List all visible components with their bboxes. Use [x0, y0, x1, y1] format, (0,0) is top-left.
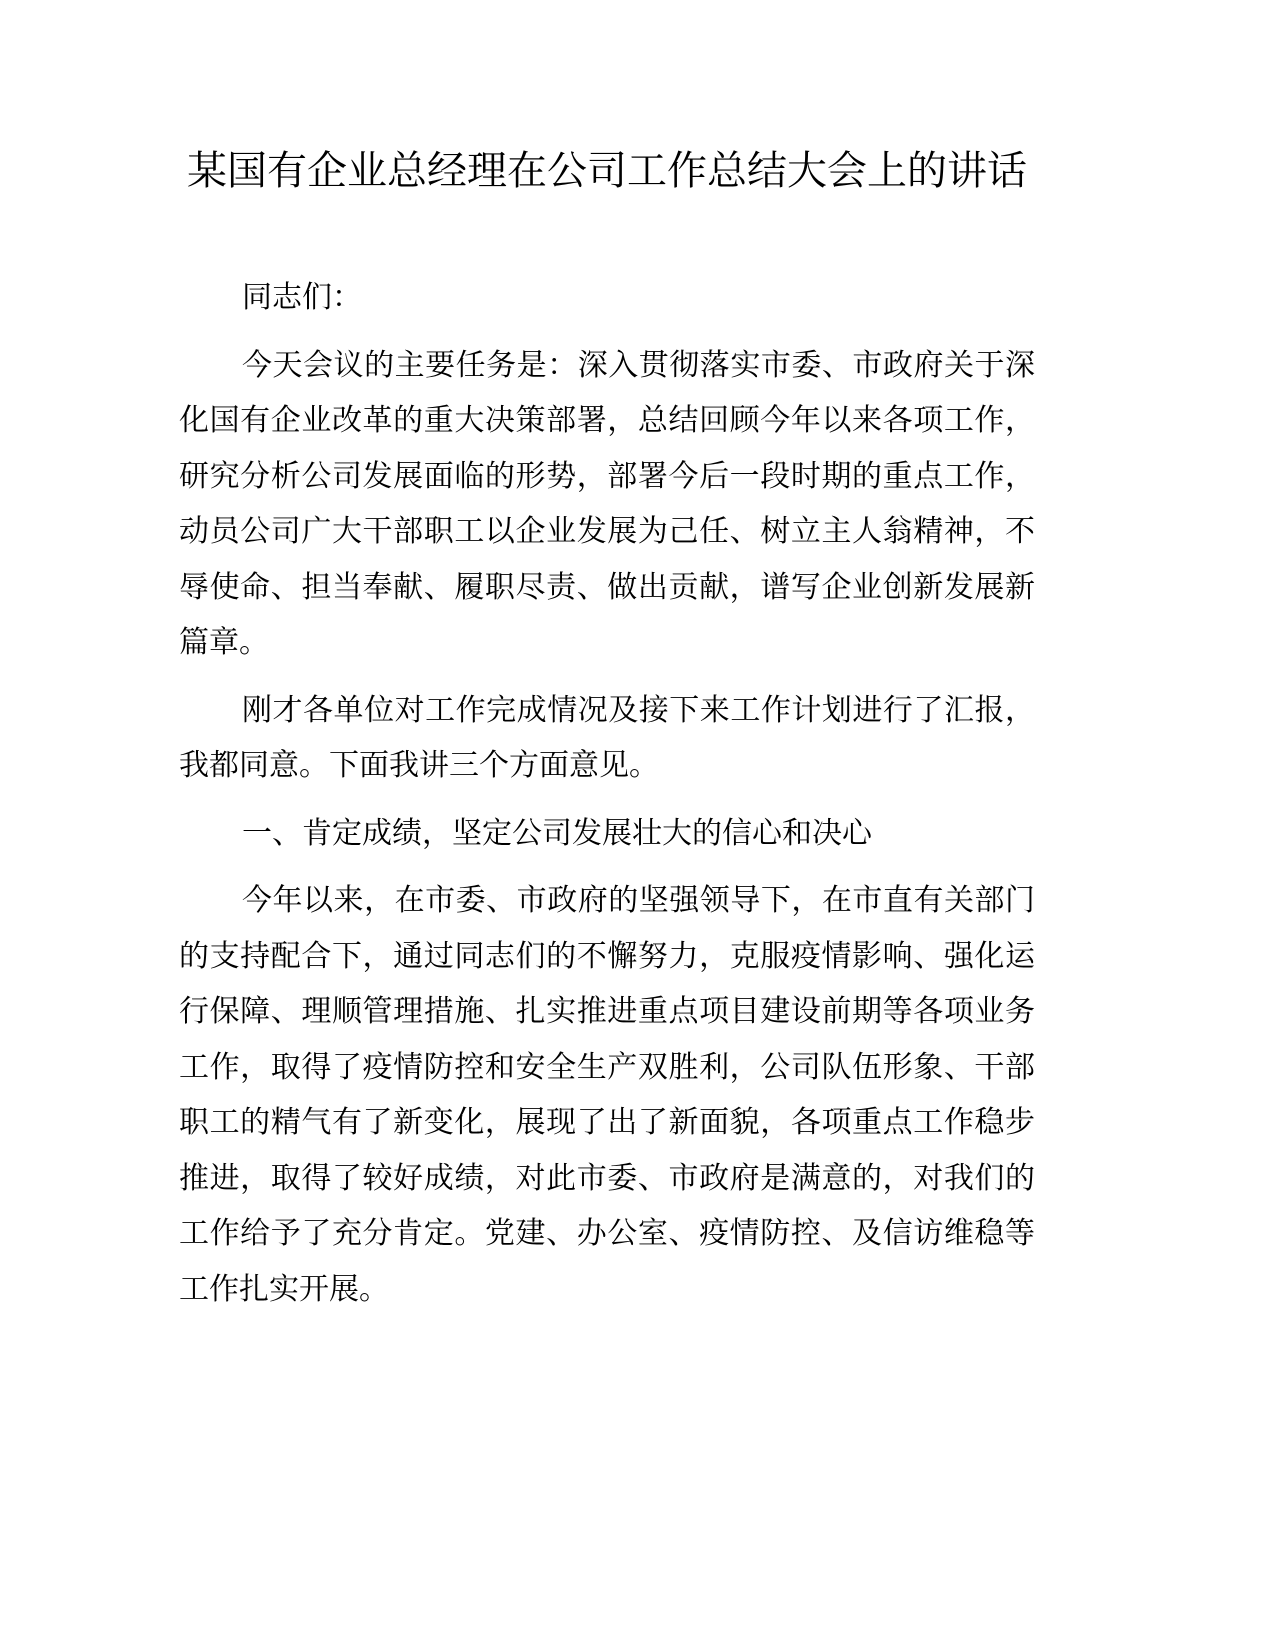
section-heading: 一、肯定成绩，坚定公司发展壮大的信心和决心 — [242, 815, 872, 851]
body-paragraph: 今天会议的主要任务是：深入贯彻落实市委、市政府关于深化国有企业改革的重大决策部署，总结回顾今年以来各项工作，研究分析公司发展面临的形势，部署今后一段时期的重点工作，动员公司广大干部职工以企业发展为己任、树立主人翁精神，不辱使命、担当奉献、履职尽责、做出贡献，谱写企业创新发展新篇章。 — [179, 347, 1035, 660]
body-paragraph: 今年以来，在市委、市政府的坚强领导下，在市直有关部门的支持配合下，通过同志们的不懈努力，克服疫情影响、强化运行保障、理顺管理措施、扎实推进重点项目建设前期等各项业务工作，取得了疫情防控和安全生产双胜利，公司队伍形象、干部职工的精气有了新变化，展现了出了新面貌，各项重点工作稳步推进，取得了较好成绩，对此市委、市政府是满意的，对我们的工作给予了充分肯定。党建、办公室、疫情防控、及信访维稳等工作扎实开展。 — [179, 883, 1035, 1307]
body-paragraph: 刚才各单位对工作完成情况及接下来工作计划进行了汇报，我都同意。下面我讲三个方面意见。 — [179, 692, 1035, 783]
document-body — [179, 270, 1035, 1329]
salutation: 同志们： — [242, 280, 362, 315]
document-title: 某国有企业总经理在公司工作总结大会上的讲话 — [187, 148, 1027, 194]
